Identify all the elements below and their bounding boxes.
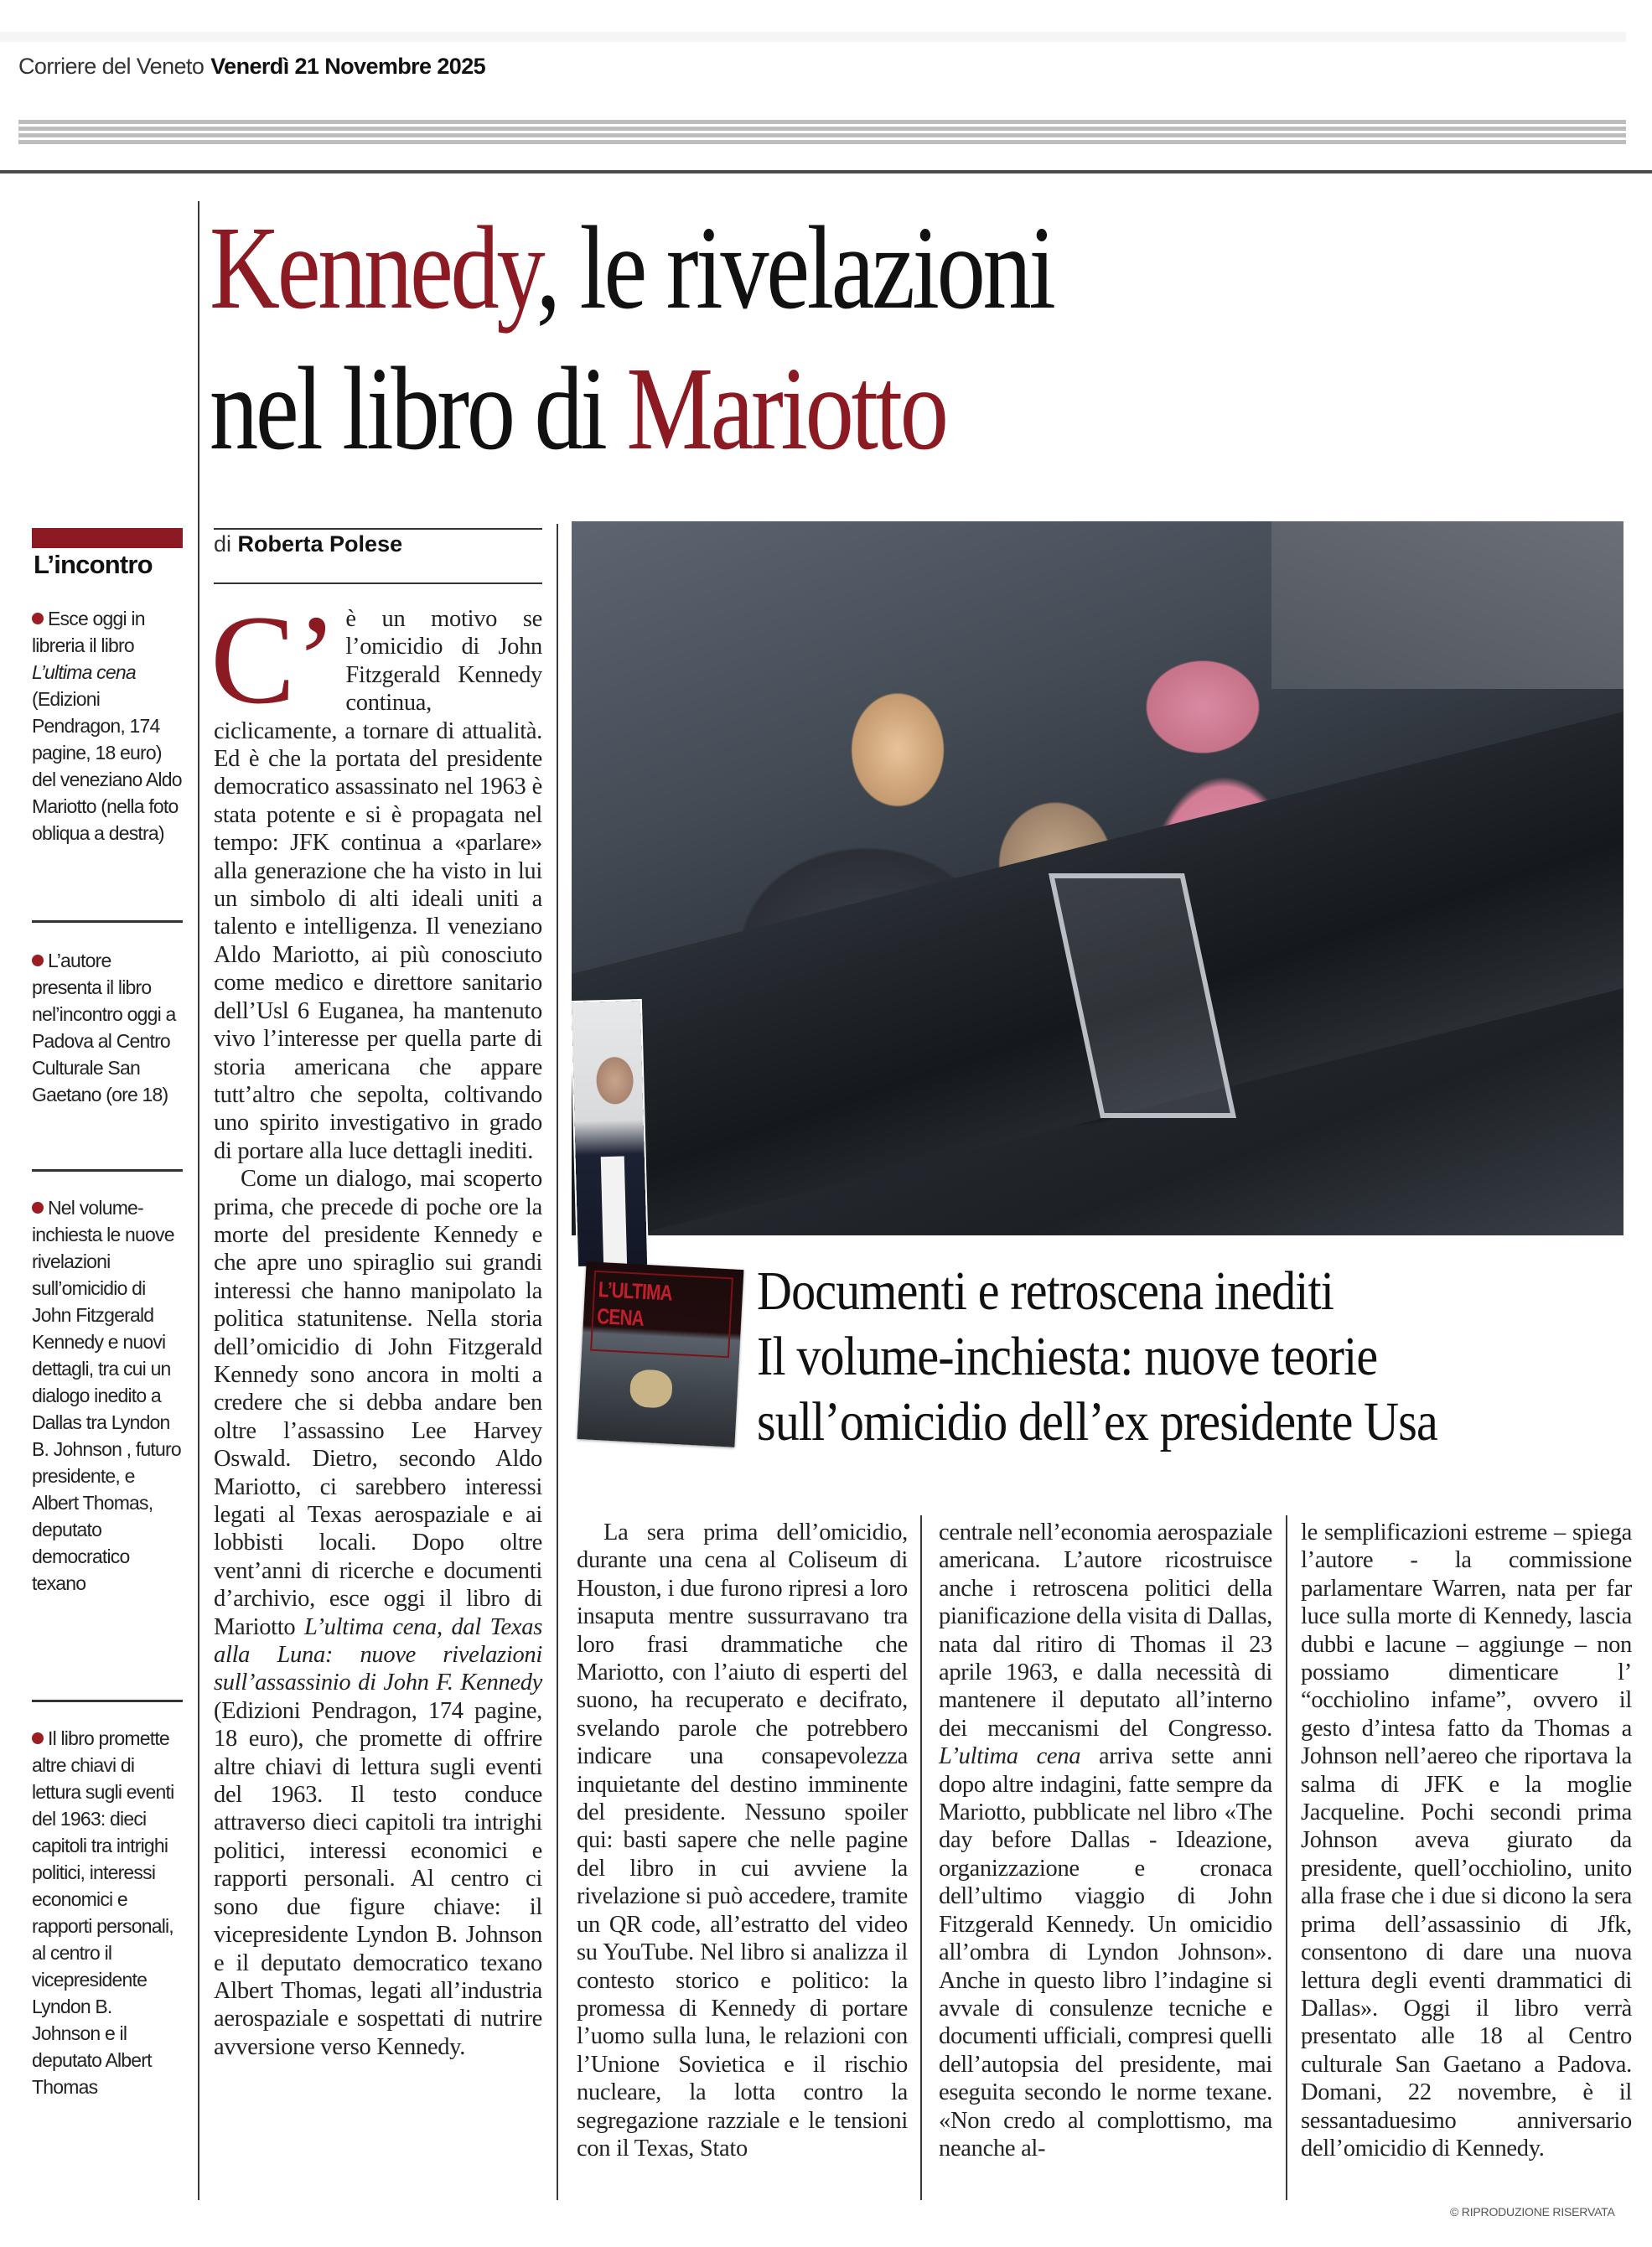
sidebar-item: Nel volume-inchiesta le nuove rivelazioni sull’omicidio di John Fitzgerald Kennedy e nuovi dettagli, tra cui un dialogo inedito a Dallas tra Lyndon B. Johnson , futuro presidente, e Albert Thomas, deputato democratico texano <box>32 1197 181 1594</box>
author-name: Roberta Polese <box>237 531 403 557</box>
column-divider <box>920 1515 922 2200</box>
column-divider <box>1286 1515 1287 2200</box>
article-paragraph: La sera prima dell’omicidio, durante una cena al Coliseum di Houston, i due furono ripresi a loro insaputa mentre sussurravano tra loro frasi drammatiche che Mariotto, con l’aiuto di esperti del suono, ha recuperato e decifrato, svelando parole che potrebbero indicare una consapevolezza inquietante del destino imminente del presidente. Nessuno spoiler qui: basti sapere che nelle pagine del libro in cui avviene la rivelazione si può accedere, tramite un QR code, all’estratto del video su YouTube. Nel libro si analizza il contesto storico e politico: la promessa di Kennedy di portare l’uomo sulla luna, le relazioni con l’Unione Sovietica e il rischio nucleare, la lotta contro la segregazione razziale e le tensioni con il Texas, Stato <box>577 1520 908 2162</box>
article-column-2 <box>577 1519 908 2162</box>
sidebar-item: Esce oggi in libreria il libro L’ultima cena (Edizioni Pendragon, 174 pagine, 18 euro) del veneziano Aldo Mariotto (nella foto obliqua a destra) <box>32 608 182 844</box>
article-paragraph: le semplificazioni estreme – spiega l’autore - la commissione parlamentare Warren, nata per far luce sulla morte di Kennedy, lascia dubbi e lacune – aggiunge – non possiamo dimenticare l’ “occhiolino infame”, ovvero il gesto d’intesa fatto da Thomas a Johnson nell’aereo che riportava la salma di JFK e la moglie Jacqueline. Pochi secondi prima Johnson aveva giurato da presidente, quell’occhiolino, unito alla frase che i due si dicono la sera prima dell’assassinio di Jfk, consentono di dare una nuova lettura degli eventi drammatici di Dallas». Oggi il libro verrà presentato alle 18 al Centro culturale San Gaetano a Padova. Domani, 22 novembre, è il sessantaduesimo anniversario dell’omicidio di Kennedy. <box>1301 1520 1632 2162</box>
bullet-dot-icon <box>32 955 44 966</box>
article-paragraph: centrale nell’economia aerospaziale americana. L’autore ricostruisce anche i retroscena politici della pianificazione della visita di Dallas, nata dal ritiro di Thomas il 23 aprile 1963, e dalla necessità di mantenere il deputato all’interno dei meccanismi del Congresso. L’ultima cena arriva sette anni dopo altre indagini, fatte sempre da Mariotto, pubblicate nel libro «The day before Dallas - Ideazione, organizzazione e cronaca dell’ultimo viaggio di John Fitzgerald Kennedy. Un omicidio all’ombra di Lyndon Johnson». Anche in questo libro l’indagine si avvale di consulenze tecniche e documenti ufficiali, compresi quelli dell’autopsia del presidente, mai eseguita secondo le norme texane. «Non credo al complottismo, ma neanche al- <box>939 1520 1272 2162</box>
headline-accent: Mariotto <box>626 342 946 474</box>
header-stripe <box>18 133 1626 137</box>
publication-name: Corriere del Veneto <box>18 54 205 79</box>
author-portrait-photo <box>572 1001 647 1266</box>
article-paragraph: C’ è un motivo se l’omicidio di John Fitzgerald Kennedy continua, ciclicamente, a tornare di attualità. Ed è che la portata del presidente democratico assassinato nel 1963 è stata potente e si è propagata nel tempo: JFK continua a «parlare» alla generazione che ha visto in lui un simbolo di alti ideali uniti a talento e intelligenza. Il veneziano Aldo Mariotto, ai più conosciuto come medico e direttore sanitario dell’Usl 6 Euganea, ha mantenuto vivo l’interesse per quella parte di storia americana che appare tutt’altro che sepolta, coltivando uno spirito investigativo in grado di portare alla luce dettagli inediti. <box>210 589 542 1164</box>
sidebar-title: L’incontro <box>34 550 153 579</box>
article-paragraph: Come un dialogo, mai scoperto prima, che precede di poche ore la morte del presidente Kennedy e che apre uno spiraglio sui grandi interessi che hanno manipolato la politica statunitense. Nella storia dell’omicidio di John Fitzgerald Kennedy sono ancora in molti a credere che si debba andare ben oltre l’assassino Lee Harvey Oswald. Dietro, secondo Aldo Mariotto, ci sarebbero interessi legati al Texas aerospaziale e ai lobbisti locali. Dopo oltre vent’anni di ricerche e documenti d’archivio, esce oggi il libro di Mariotto L’ultima cena, dal Texas alla Luna: nuove rivelazioni sull’assassinio di John F. Kennedy (Edizioni Pendragon, 174 pagine, 18 euro), che promette di offrire altre chiavi di lettura sugli eventi del 1963. Il testo conduce attraverso dieci capitoli tra intrighi politici, interessi economici e rapporti personali. Al centro ci sono due figure chiave: il vicepresidente Lyndon B. Johnson e il deputato democratico texano Albert Thomas, legati all’industria aerospaziale e sospettati di nutrire avversione verso Kennedy. <box>214 1166 542 2060</box>
subheadline-line: Documenti e retroscena inediti <box>757 1261 1334 1322</box>
bullet-dot-icon <box>32 1202 44 1214</box>
subheadline-line: sull’omicidio dell’ex presidente Usa <box>757 1391 1437 1452</box>
photo-road <box>1271 521 1624 689</box>
byline: di Roberta Polese <box>214 531 403 557</box>
article-column-4 <box>1301 1519 1632 2162</box>
page-header <box>18 54 485 80</box>
sidebar-rule <box>32 1169 183 1172</box>
column-divider <box>557 524 558 2200</box>
headline-accent: Kennedy <box>210 201 536 334</box>
article-column-1 <box>210 589 542 2061</box>
top-band <box>0 32 1626 42</box>
headline <box>210 197 1378 479</box>
bullet-dot-icon <box>32 1732 44 1744</box>
subheadline <box>757 1259 1539 1455</box>
byline-rule <box>214 528 542 530</box>
article-column-3 <box>939 1519 1272 2162</box>
book-cover-image: L’ULTIMA CENA <box>577 1261 744 1447</box>
byline-rule <box>214 582 542 584</box>
sidebar-rule <box>32 1700 183 1702</box>
subheadline-line: Il volume-inchiesta: nuove teorie <box>757 1326 1378 1387</box>
issue-date: Venerdì 21 Novembre 2025 <box>210 54 486 79</box>
bullet-dot-icon <box>32 613 44 624</box>
kennedy-motorcade-photo <box>572 521 1624 1235</box>
sidebar-item: L’autore presenta il libro nel’incontro oggi a Padova al Centro Culturale San Gaetano (ore 18) <box>32 950 176 1105</box>
sidebar-divider <box>198 201 199 2200</box>
sidebar-item: Il libro promette altre chiavi di lettura sugli eventi del 1963: dieci capitoli tra intrighi politici, interessi economici e rapporti personali, al centro il vicepresidente Lyndon B. Johnson e il deputato Albert Thomas <box>32 1727 174 2098</box>
header-stripe <box>18 120 1626 124</box>
copyright-notice: © RIPRODUZIONE RISERVATA <box>1450 2205 1615 2219</box>
headline-text: , le rivelazioni <box>536 201 1054 334</box>
sidebar-rule <box>32 920 183 923</box>
sidebar-accent-bar <box>32 528 183 548</box>
drop-cap: C’ <box>210 589 338 730</box>
header-stripe <box>18 140 1626 144</box>
header-rule <box>0 170 1652 173</box>
headline-text: nel libro di <box>210 342 627 474</box>
header-stripe <box>18 127 1626 131</box>
